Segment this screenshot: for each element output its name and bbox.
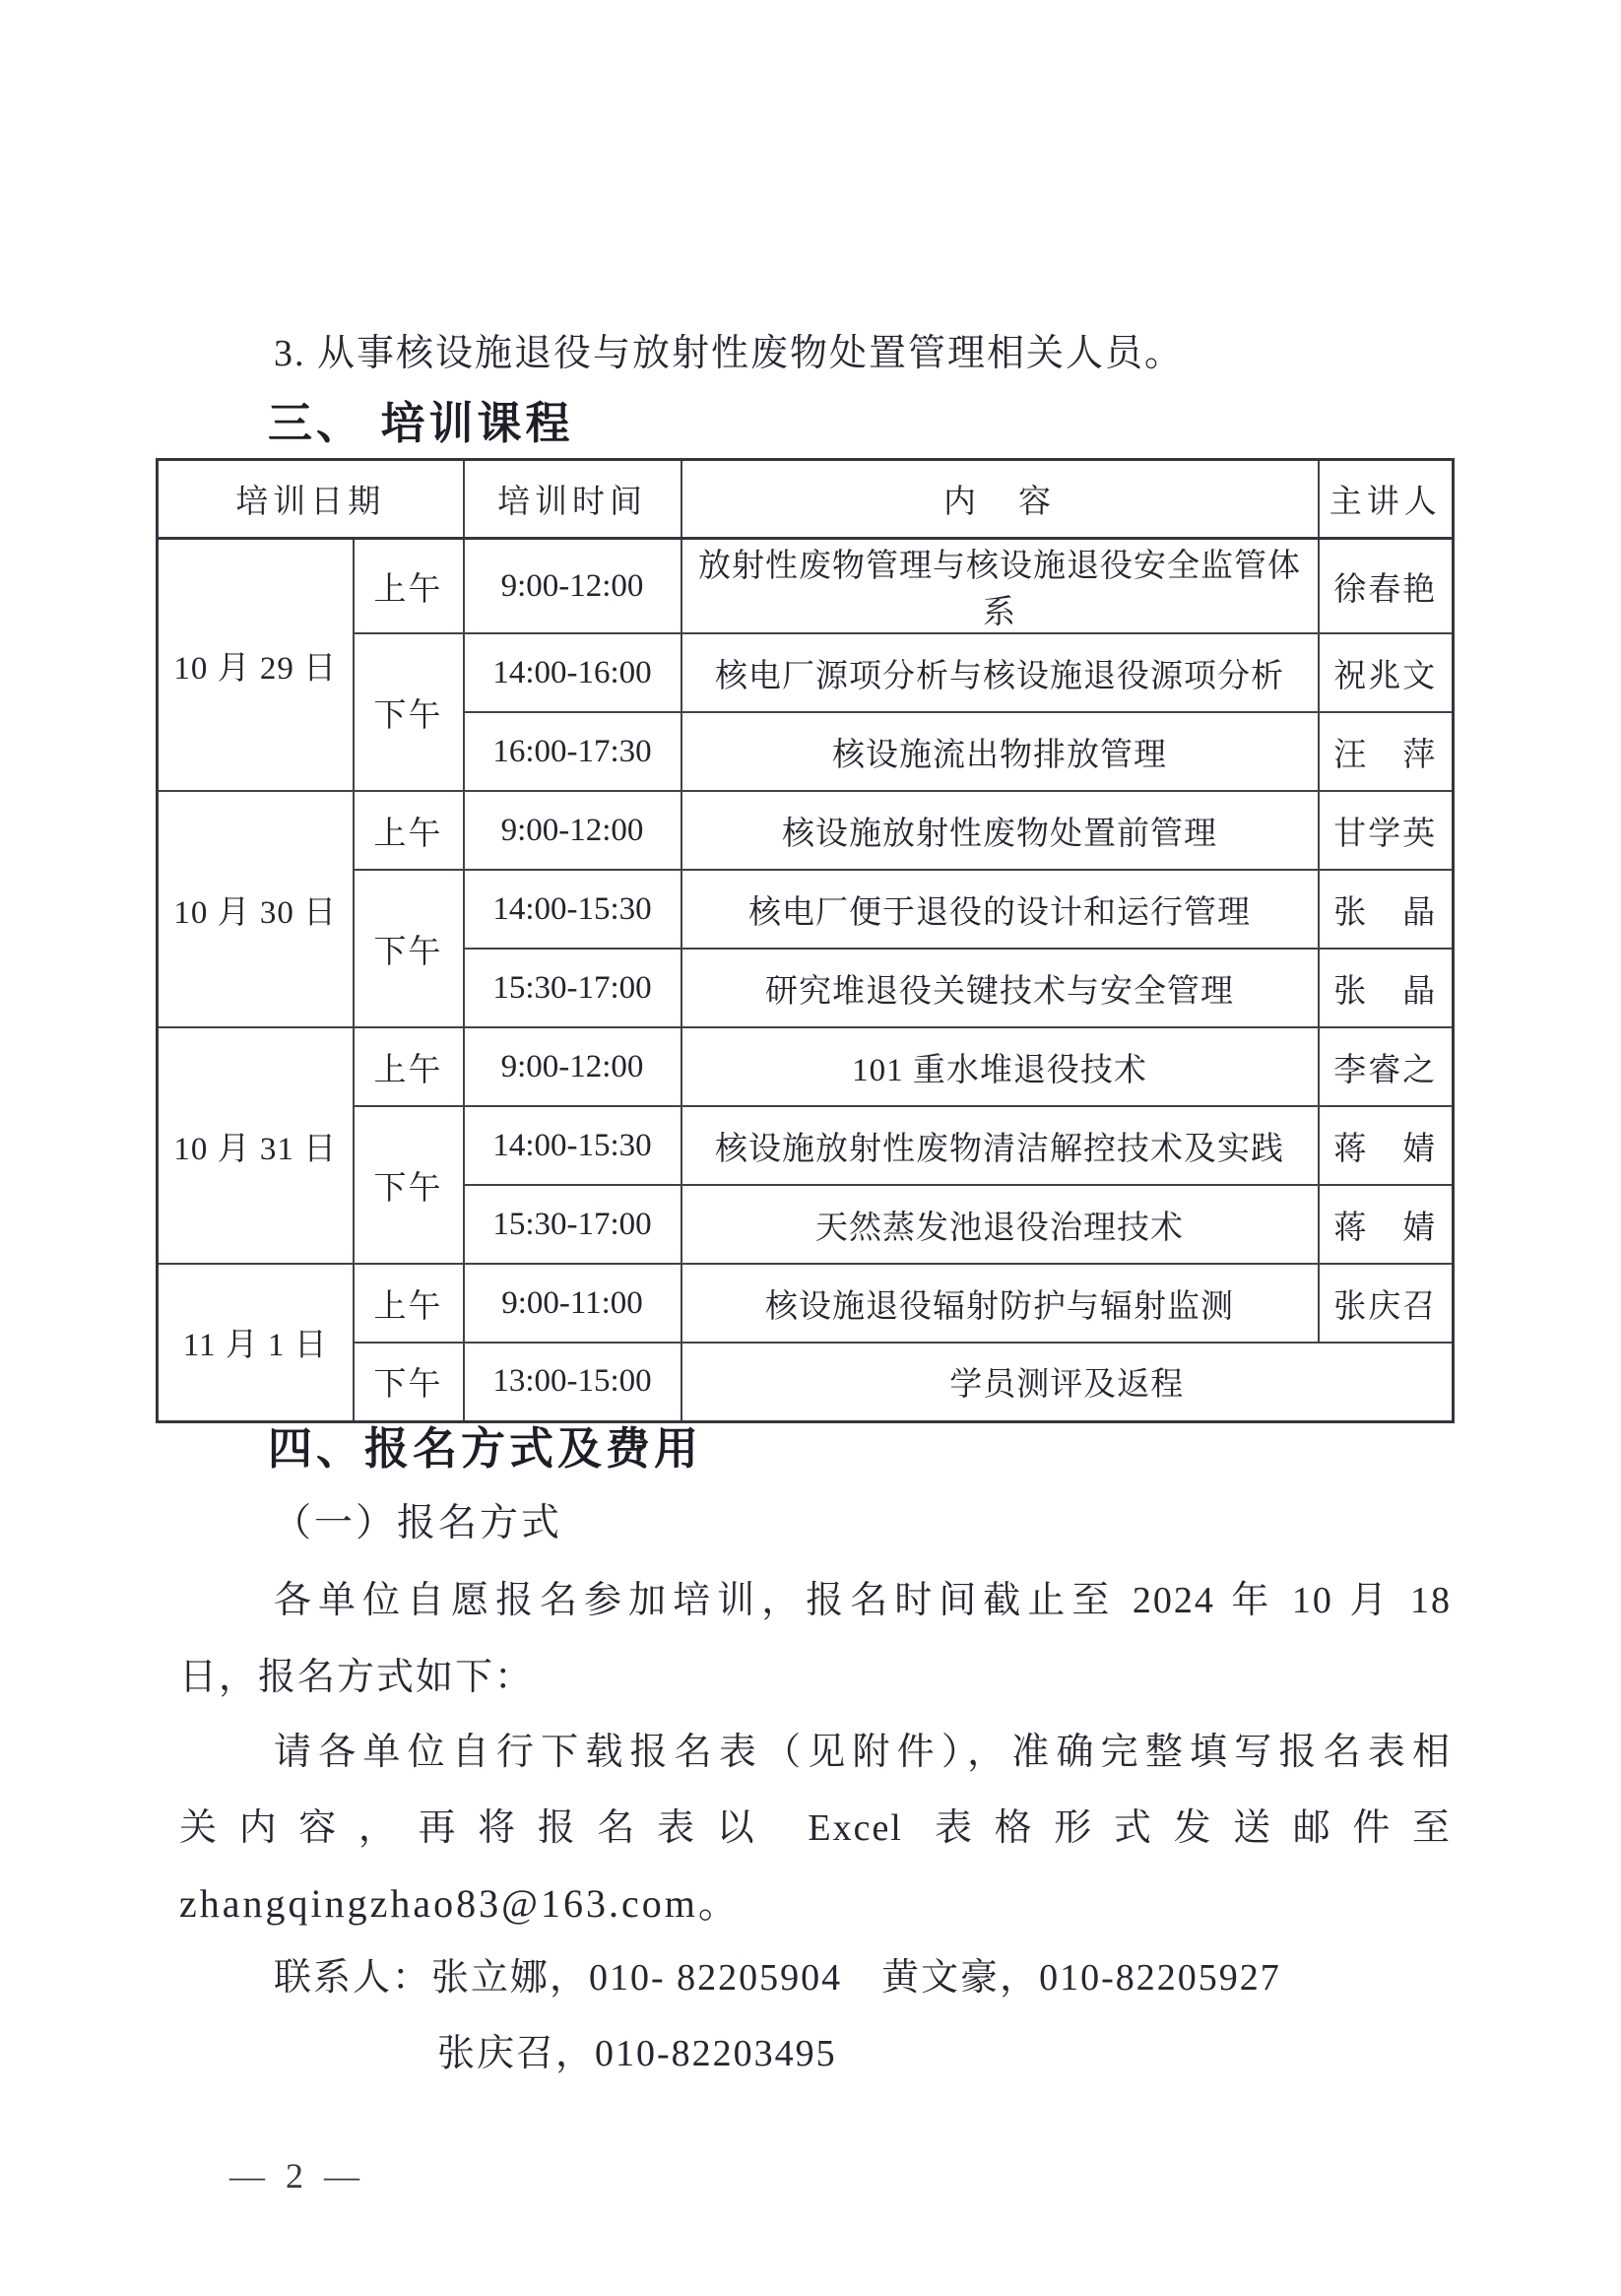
table-row	[158, 539, 1454, 634]
ampm-cell: 上午	[354, 539, 464, 634]
speaker-cell: 蒋 婧	[1319, 1106, 1454, 1185]
table-row	[158, 1027, 1454, 1106]
header-date: 培训日期	[158, 460, 464, 539]
time-cell: 15:30-17:00	[464, 1185, 681, 1264]
ampm-cell: 下午	[354, 870, 464, 1027]
time-cell: 14:00-15:30	[464, 870, 681, 949]
time-cell: 9:00-12:00	[464, 539, 681, 634]
para2-line2: 关内容，再将报名表以 Excel 表格形式发送邮件至	[179, 1807, 1452, 1849]
time-cell: 9:00-12:00	[464, 791, 681, 870]
ampm-cell: 下午	[354, 633, 464, 791]
time-cell: 9:00-12:00	[464, 1027, 681, 1106]
speaker-cell: 汪 萍	[1319, 712, 1454, 791]
speaker-cell: 张 晶	[1319, 949, 1454, 1027]
content-cell: 天然蒸发池退役治理技术	[681, 1185, 1319, 1264]
section4-heading: 四、报名方式及费用	[268, 1423, 703, 1474]
content-cell: 101 重水堆退役技术	[681, 1027, 1319, 1106]
speaker-cell: 张庆召	[1319, 1264, 1454, 1343]
contact-line1: 联系人：张立娜，010- 82205904 黄文豪，010-82205927	[274, 1957, 1281, 1999]
time-cell: 15:30-17:00	[464, 949, 681, 1027]
content-cell: 核设施流出物排放管理	[681, 712, 1319, 791]
date-cell: 11 月 1 日	[158, 1264, 354, 1421]
para1-line2: 日，报名方式如下：	[179, 1657, 535, 1698]
table-header-row	[158, 460, 1454, 539]
speaker-cell: 蒋 婧	[1319, 1185, 1454, 1264]
date-cell: 10 月 29 日	[158, 539, 354, 792]
content-cell: 核设施放射性废物处置前管理	[681, 791, 1319, 870]
speaker-cell: 徐春艳	[1319, 539, 1454, 634]
speaker-cell: 张 晶	[1319, 870, 1454, 949]
time-cell: 14:00-16:00	[464, 633, 681, 712]
para1-line1: 各单位自愿报名参加培训，报名时间截止至 2024 年 10 月 18	[274, 1580, 1452, 1621]
content-cell: 研究堆退役关键技术与安全管理	[681, 949, 1319, 1027]
speaker-cell: 祝兆文	[1319, 633, 1454, 712]
content-cell: 核设施退役辐射防护与辐射监测	[681, 1264, 1319, 1343]
intro-item-text: 3. 从事核设施退役与放射性废物处置管理相关人员。	[274, 333, 1185, 374]
speaker-cell: 甘学英	[1319, 791, 1454, 870]
table-row	[158, 1264, 1454, 1343]
content-cell: 核电厂源项分析与核设施退役源项分析	[681, 633, 1319, 712]
header-speaker: 主讲人	[1319, 460, 1454, 539]
ampm-cell: 上午	[354, 791, 464, 870]
time-cell: 14:00-15:30	[464, 1106, 681, 1185]
time-cell: 16:00-17:30	[464, 712, 681, 791]
table-row	[158, 791, 1454, 870]
header-content: 内 容	[681, 460, 1319, 539]
date-cell: 10 月 30 日	[158, 791, 354, 1027]
section3-heading: 三、 培训课程	[268, 398, 574, 448]
ampm-cell: 下午	[354, 1343, 464, 1421]
contact-line2: 张庆召，010-82203495	[437, 2033, 837, 2074]
date-cell: 10 月 31 日	[158, 1027, 354, 1264]
speaker-cell: 李睿之	[1319, 1027, 1454, 1106]
training-schedule-table	[156, 458, 1455, 1423]
email-text: zhangqingzhao83@163.com。	[179, 1881, 741, 1926]
para2-line1: 请各单位自行下载报名表（见附件），准确完整填写报名表相	[274, 1732, 1452, 1773]
header-time: 培训时间	[464, 460, 681, 539]
page-number: — 2 —	[229, 2156, 365, 2196]
sub-heading: （一）报名方式	[273, 1502, 563, 1544]
ampm-cell: 上午	[354, 1264, 464, 1343]
ampm-cell: 上午	[354, 1027, 464, 1106]
content-cell: 核设施放射性废物清洁解控技术及实践	[681, 1106, 1319, 1185]
content-cell: 放射性废物管理与核设施退役安全监管体系	[681, 539, 1319, 634]
ampm-cell: 下午	[354, 1106, 464, 1264]
time-cell: 13:00-15:00	[464, 1343, 681, 1421]
time-cell: 9:00-11:00	[464, 1264, 681, 1343]
content-cell: 学员测评及返程	[681, 1343, 1454, 1421]
content-cell: 核电厂便于退役的设计和运行管理	[681, 870, 1319, 949]
